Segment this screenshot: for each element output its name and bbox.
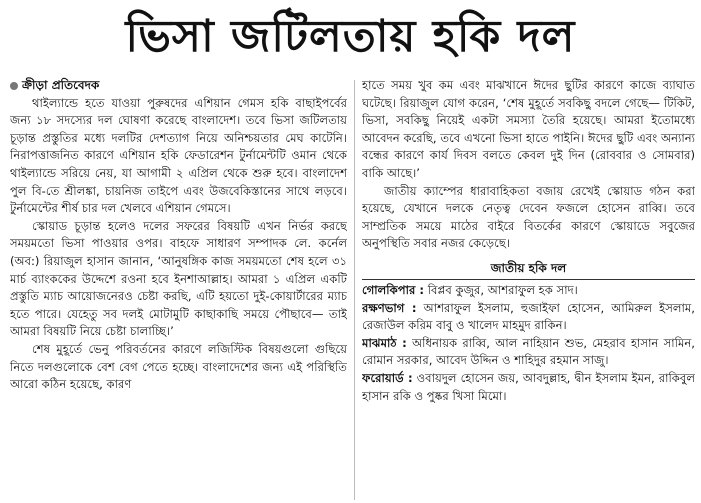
squad-defenders	[362, 300, 695, 335]
squad-title: জাতীয় হকি দল	[490, 260, 567, 275]
paragraph-1: থাইল্যান্ডে হতে যাওয়া পুরুষদের এশিয়ান গেমস হকি বাছাইপর্বের জন্য ১৮ সদস্যের দল ঘোষণা করেছে বাংলাদেশ। তবে ভিসা জটিলতায় চূড়ান্ত প্রস্তুতির মধ্যে দলটির দেশত্যাগ নিয়ে অনিশ্চয়তার মেঘ কাটেনি। নিরাপত্তাজনিত কারণে এশিয়ান হকি ফেডারেশন টুর্নামেন্টটি ওমান থেকে থাইল্যান্ডে সরিয়ে নেয়, যা আগামী ২ এপ্রিল থেকে শুরু হবে। বাংলাদেশ পুল বি-তে শ্রীলঙ্কা, চায়নিজ তাইপে এবং উজবেকিস্তানের সাথে লড়বে। টুর্নামেন্টের শীর্ষ চার দল খেলবে এশিয়ান গেমসে।	[10, 95, 347, 216]
bullet-icon	[10, 82, 18, 90]
squad-title-rule	[362, 279, 695, 280]
squad-goalkeepers	[362, 282, 695, 300]
squad-label-forwards: ফরোয়ার্ড :	[362, 370, 413, 385]
squad-names-forwards: ওবায়দুল হোসেন জয়, আবদুল্লাহ, দ্বীন ইসলাম ইমন, রাকিবুল হাসান রকি ও পুষ্কর খিসা মিমো।	[362, 370, 695, 403]
column-divider	[354, 80, 355, 500]
squad-names-goalkeepers: বিপ্লব কুজুর, আশরাফুল হক সাদ।	[427, 282, 578, 297]
article-right-column	[362, 77, 695, 499]
headline: ভিসা জটিলতায় হকি দল	[125, 11, 576, 62]
paragraph-2: স্কোয়াড চূড়ান্ত হলেও দলের সফরের বিষয়টি এখন নির্ভর করছে সময়মতো ভিসা পাওয়ার ওপর। বাহফে সাধারণ সম্পাদক লে. কর্নেল (অব:) রিয়াজুল হাসান জানান, ‘আনুষঙ্গিক কাজ সময়মতো শেষ হলে ৩১ মার্চ ব্যাংককের উদ্দেশে রওনা হবে ইনশাআল্লাহ। আমরা ১ এপ্রিল একটি প্রস্তুতি ম্যাচ আয়োজনেরও চেষ্টা করছি, এটি হয়তো দুই-কোয়ার্টারের ম্যাচ হতে পারে। যেহেতু সব দলই মোটামুটি কাছাকাছি সময়ে পৌছাবে— তাই আমরা বিষয়টি নিয়ে চেষ্টা চালাচ্ছি।’	[10, 218, 347, 339]
paragraph-3: শেষ মুহূর্তে ভেনু পরিবর্তনের কারণে লজিস্টিক বিষয়গুলো গুছিয়ে নিতে দলগুলোকে বেশ বেগ পেতে হচ্ছে। বাংলাদেশের জন্য এই পরিস্থিতি আরো কঠিন হয়েছে, কারণ	[10, 341, 347, 392]
squad-label-midfielders: মাঝমাঠ :	[362, 335, 407, 350]
squad-label-goalkeepers: গোলকিপার :	[362, 282, 425, 297]
paragraph-4: হাতে সময় খুব কম এবং মাঝখানে ঈদের ছুটির কারণে কাজে ব্যাঘাত ঘটেছে। রিয়াজুল যোগ করেন, ‘শেষ মুহূর্তে সবকিছু বদলে গেছে— টিকিট, ভিসা, সবকিছু নিয়েই একটা সমস্যা তৈরি হয়েছে। আমরা ইতোমধ্যে আবেদন করেছি, তবে এখনো ভিসা হাতে পাইনি। ঈদের ছুটি এবং অন্যান্য বন্ধের কারণে কার্য দিবস বলতে কেবল দুই দিন (রোববার ও সোমবার) বাকি আছে।’	[362, 78, 695, 180]
squad-midfielders	[362, 335, 695, 370]
paragraph-5: জাতীয় ক্যাম্পের ধারাবাহিকতা বজায় রেখেই স্কোয়াড গঠন করা হয়েছে, যেখানে দলকে নেতৃত্ব দেবেন ফজলে হোসেন রাব্বি। তবে সাম্প্রতিক সময়ে মাঠের বাইরে বিতর্কের কারণে স্কোয়াডে সবুজের অনুপস্থিতি সবার নজর কেড়েছে।	[362, 183, 695, 251]
squad-label-defenders: রক্ষণভাগ :	[362, 300, 417, 315]
squad-names-defenders: আশরাফুল ইসলাম, হুজাইফা হোসেন, আমিরুল ইসলাম, রেজাউল করিম বাবু ও খালেদ মাহমুদ রাকিন।	[362, 300, 695, 333]
squad-forwards	[362, 370, 695, 405]
article-left-column	[10, 77, 347, 499]
byline	[10, 77, 347, 95]
squad-box	[362, 259, 695, 405]
squad-names-midfielders: অধিনায়ক রাব্বি, আল নাহিয়ান শুভ, মেহরাব হাসান সামিন, রোমান সরকার, আবেদ উদ্দিন ও শাহিদুর রহমান সাজু।	[362, 335, 695, 368]
byline-text: ক্রীড়া প্রতিবেদক	[22, 78, 100, 92]
